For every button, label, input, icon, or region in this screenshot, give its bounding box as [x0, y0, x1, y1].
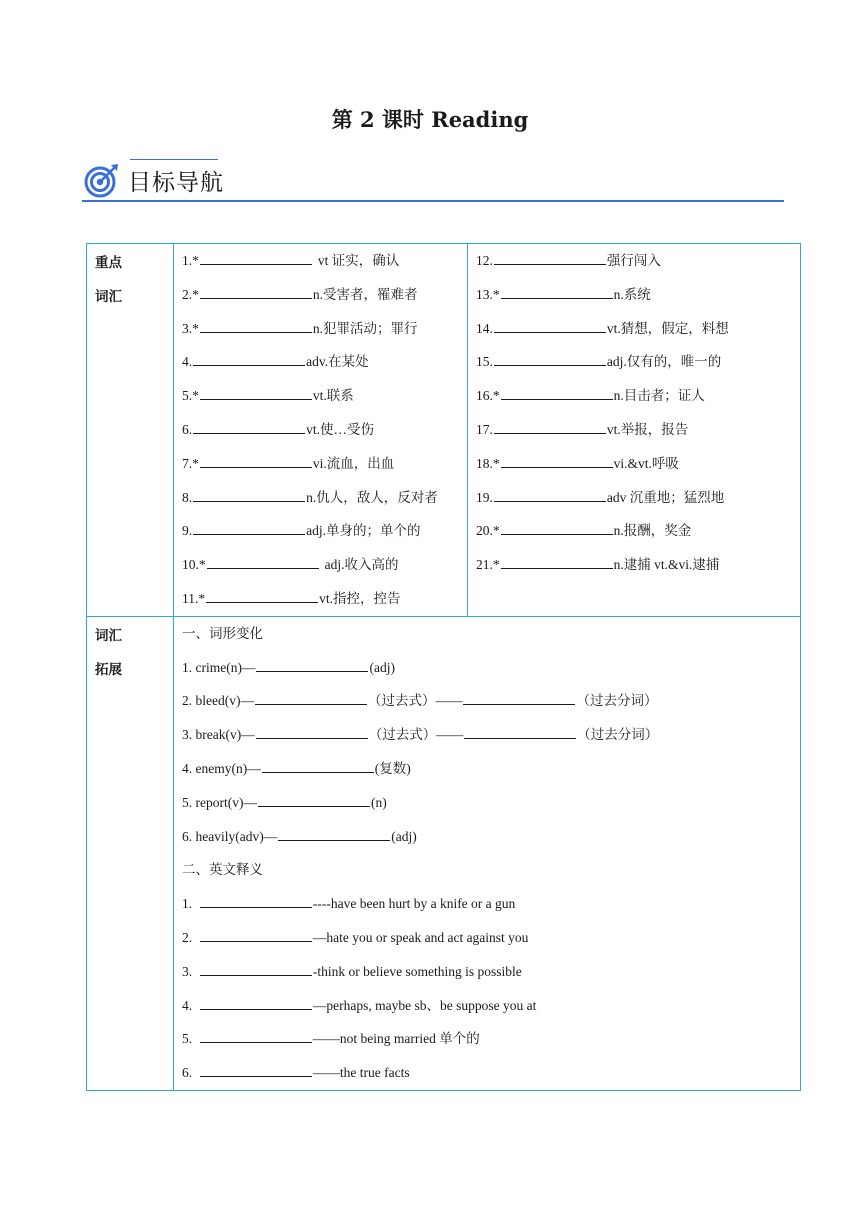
answer-blank[interactable]: [193, 520, 305, 535]
page-title: 第 2 课时 Reading: [331, 107, 529, 132]
vocab-expansion-label-2: 拓展: [95, 661, 122, 677]
vocab-item: [182, 413, 467, 447]
vocab-item: [182, 312, 467, 346]
word-form-prefix: 5. report(v)—: [182, 794, 257, 810]
vocab-item-definition: adj.仅有的，唯一的: [606, 354, 722, 370]
answer-blank[interactable]: [200, 995, 312, 1010]
vocab-item-definition: n.受害者，罹难者: [312, 286, 418, 302]
vocab-item-definition: vt.联系: [312, 388, 354, 404]
header-divider: [82, 200, 784, 202]
vocab-item: [476, 345, 800, 379]
word-form-suffix: (adj): [369, 659, 395, 675]
answer-blank[interactable]: [501, 453, 613, 468]
definition-number: 4.: [182, 997, 199, 1013]
vocab-item-definition: 强行闯入: [606, 253, 661, 268]
vocab-item-number: 9.: [182, 523, 193, 539]
answer-blank[interactable]: [258, 792, 370, 807]
vocab-expansion-row: [87, 616, 801, 1090]
answer-blank[interactable]: [193, 487, 305, 502]
vocab-item-definition: n.目击者；证人: [613, 388, 705, 404]
answer-blank[interactable]: [256, 657, 368, 672]
definition-item: [182, 989, 800, 1023]
word-form-prefix: 6. heavily(adv)—: [182, 828, 278, 844]
vocab-item-definition: vt.使…受伤: [306, 421, 375, 437]
vocab-item-definition: vi.流血，出血: [312, 455, 395, 471]
word-form-item: [182, 684, 800, 718]
key-vocab-right-col: [468, 244, 801, 617]
part2-heading: 二、英文释义: [182, 862, 263, 878]
answer-blank[interactable]: [494, 250, 606, 265]
vocab-item-number: 20.*: [476, 523, 500, 539]
vocab-item: [476, 548, 800, 582]
answer-blank[interactable]: [501, 284, 613, 299]
key-vocab-left-col: [174, 244, 468, 617]
vocab-item-definition: n.系统: [613, 286, 651, 302]
vocab-item: [476, 379, 800, 413]
answer-blank[interactable]: [200, 318, 312, 333]
answer-blank[interactable]: [255, 690, 367, 705]
answer-blank[interactable]: [200, 453, 312, 468]
key-vocab-label-1: 重点: [95, 255, 122, 270]
vocab-item-definition: n.报酬，奖金: [613, 523, 692, 539]
vocab-table: [86, 243, 801, 1091]
answer-blank[interactable]: [501, 520, 613, 535]
vocab-item-number: 16.*: [476, 388, 500, 404]
answer-blank[interactable]: [193, 351, 305, 366]
vocab-item-number: 12.: [476, 253, 493, 268]
section-heading: 目标导航: [128, 170, 224, 196]
vocab-item: [182, 548, 467, 582]
answer-blank[interactable]: [494, 351, 606, 366]
vocab-expansion-content: [174, 616, 801, 1090]
vocab-item-number: 13.*: [476, 286, 500, 302]
vocab-item: [182, 481, 467, 515]
word-form-item: [182, 651, 800, 685]
answer-blank[interactable]: [278, 826, 390, 841]
definition-number: 6.: [182, 1065, 199, 1081]
vocab-item-definition: n.犯罪活动；罪行: [312, 320, 418, 336]
key-vocab-label-cell: [87, 244, 174, 617]
word-form-prefix: 1. crime(n)—: [182, 659, 256, 675]
definition-text: ----have been hurt by a knife or a gun: [312, 896, 516, 912]
answer-blank[interactable]: [200, 1062, 312, 1077]
answer-blank[interactable]: [501, 554, 613, 569]
vocab-item: [476, 447, 800, 481]
word-form-suffix: （过去分词）: [577, 727, 659, 743]
key-vocab-label-2: 词汇: [95, 289, 122, 304]
vocab-item: [182, 345, 467, 379]
word-form-item: [182, 718, 800, 752]
answer-blank[interactable]: [494, 419, 606, 434]
vocab-item-definition: adv 沉重地；猛烈地: [606, 489, 725, 505]
vocab-item-number: 15.: [476, 354, 493, 370]
word-form-suffix: （过去分词）: [576, 693, 658, 709]
answer-blank[interactable]: [262, 758, 374, 773]
word-form-item: [182, 752, 800, 786]
vocab-item: [476, 481, 800, 515]
definition-text: ——the true facts: [312, 1065, 410, 1081]
word-form-suffix: (n): [370, 794, 387, 810]
definition-item: [182, 1022, 800, 1056]
answer-blank[interactable]: [200, 893, 312, 908]
definition-number: 5.: [182, 1031, 199, 1047]
word-form-item: [182, 820, 800, 854]
vocab-item-definition: vt 证实，确认: [317, 253, 400, 268]
vocab-item-number: 2.*: [182, 286, 199, 302]
vocab-item-definition: vi.&vt.呼吸: [613, 455, 679, 471]
answer-blank[interactable]: [200, 1028, 312, 1043]
vocab-item-definition: adj.单身的；单个的: [306, 523, 421, 539]
word-form-suffix: (adj): [391, 828, 417, 844]
word-form-middle: （过去式）——: [368, 727, 464, 743]
vocab-item-definition: adj.收入高的: [324, 557, 399, 573]
vocab-item-number: 7.*: [182, 455, 199, 471]
answer-blank[interactable]: [200, 284, 312, 299]
vocab-item-definition: n.逮捕 vt.&vi.逮捕: [613, 557, 720, 573]
answer-blank[interactable]: [206, 588, 318, 603]
vocab-item-number: 8.: [182, 489, 193, 505]
vocab-item: [476, 514, 800, 548]
vocab-item: [182, 582, 467, 616]
answer-blank[interactable]: [494, 487, 606, 502]
vocab-item: [182, 379, 467, 413]
vocab-item-number: 6.: [182, 421, 193, 437]
vocab-item-number: 3.*: [182, 320, 199, 336]
vocab-item: [476, 244, 800, 278]
vocab-item-definition: n.仇人，敌人，反对者: [306, 489, 438, 505]
answer-blank[interactable]: [494, 318, 606, 333]
vocab-item: [476, 312, 800, 346]
definition-item: [182, 955, 800, 989]
answer-blank[interactable]: [193, 419, 305, 434]
answer-blank[interactable]: [200, 961, 312, 976]
definition-item: [182, 921, 800, 955]
definition-text: —hate you or speak and act against you: [312, 929, 529, 945]
vocab-item-definition: vt.猜想，假定，料想: [606, 320, 729, 336]
definition-item: [182, 887, 800, 921]
vocab-item: [182, 278, 467, 312]
vocab-item-number: 5.*: [182, 388, 199, 404]
vocab-item: [182, 244, 467, 278]
word-form-prefix: 3. break(v)—: [182, 727, 255, 743]
target-icon: [84, 162, 120, 198]
vocab-item-number: 21.*: [476, 557, 500, 573]
definition-number: 3.: [182, 963, 199, 979]
vocab-item-number: 19.: [476, 489, 493, 505]
vocab-item-number: 1.*: [182, 253, 199, 268]
word-form-suffix: (复数): [374, 760, 411, 776]
definition-text: —perhaps, maybe sb、be suppose you at: [312, 997, 537, 1013]
answer-blank[interactable]: [200, 250, 312, 265]
answer-blank[interactable]: [501, 385, 613, 400]
key-vocab-row: [87, 244, 801, 617]
header-accent-line: [130, 159, 218, 160]
vocab-item-definition: vt.举报，报告: [606, 421, 689, 437]
vocab-item-definition: vt.指控，控告: [319, 590, 401, 606]
answer-blank[interactable]: [207, 554, 319, 569]
definition-text: ——not being married 单个的: [312, 1031, 480, 1047]
answer-blank[interactable]: [464, 724, 576, 739]
vocab-item-number: 17.: [476, 421, 493, 437]
vocab-expansion-label-1: 词汇: [95, 627, 122, 643]
vocab-item-number: 14.: [476, 320, 493, 336]
vocab-item-number: 11.*: [182, 590, 206, 606]
vocab-item-definition: adv.在某处: [306, 354, 369, 370]
definition-text: -think or believe something is possible: [312, 963, 522, 979]
vocab-item: [182, 514, 467, 548]
word-form-prefix: 2. bleed(v)—: [182, 693, 254, 709]
definition-number: 2.: [182, 929, 199, 945]
vocab-expansion-label-cell: [87, 616, 174, 1090]
vocab-item: [182, 447, 467, 481]
vocab-item-number: 4.: [182, 354, 193, 370]
definition-number: 1.: [182, 896, 199, 912]
vocab-item: [476, 413, 800, 447]
word-form-middle: （过去式）——: [367, 693, 463, 709]
definition-item: [182, 1056, 800, 1090]
answer-blank[interactable]: [200, 927, 312, 942]
answer-blank[interactable]: [256, 724, 368, 739]
word-form-item: [182, 786, 800, 820]
part1-heading: 一、词形变化: [182, 625, 263, 641]
answer-blank[interactable]: [200, 385, 312, 400]
vocab-item-number: 10.*: [182, 557, 206, 573]
vocab-item-number: 18.*: [476, 455, 500, 471]
section-header: [82, 156, 784, 202]
word-form-prefix: 4. enemy(n)—: [182, 760, 261, 776]
answer-blank[interactable]: [463, 690, 575, 705]
vocab-item: [476, 278, 800, 312]
